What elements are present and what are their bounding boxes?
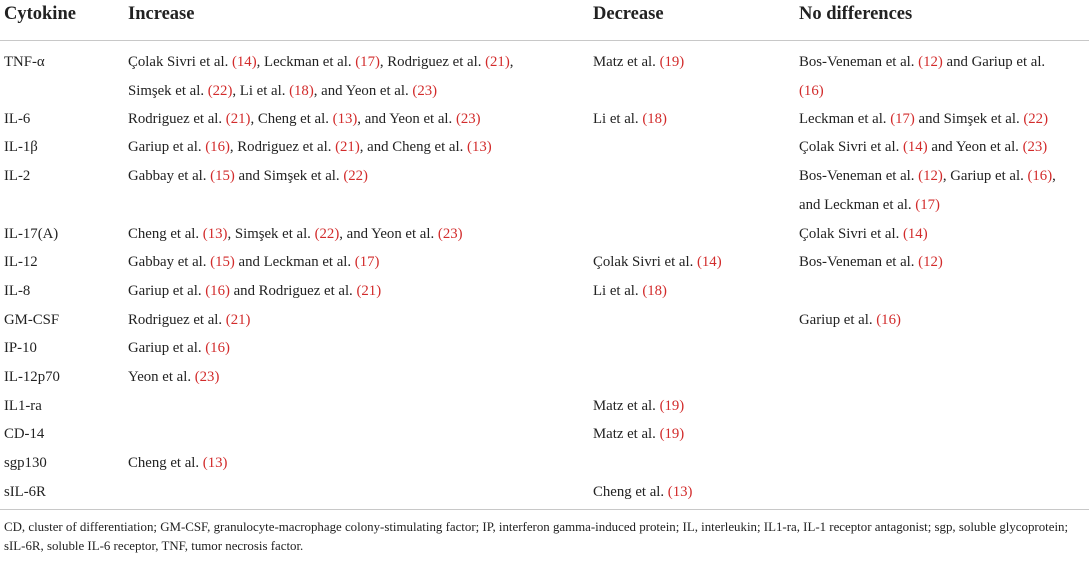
- reference-link[interactable]: (22): [343, 168, 368, 184]
- increase-cell: [128, 167, 368, 185]
- reference-link[interactable]: (17): [354, 254, 380, 270]
- citation-text: , and Yeon et al.: [357, 111, 456, 127]
- citation-text: Matz et al.: [593, 54, 660, 70]
- header-cytokine: Cytokine: [4, 4, 76, 24]
- citation-text: Li et al.: [593, 283, 643, 299]
- no-differences-cell: [799, 138, 1047, 156]
- no-differences-cell: [799, 82, 824, 100]
- citation-text: and Gariup et al.: [942, 54, 1046, 70]
- citation-text: Gariup et al.: [128, 139, 206, 155]
- citation-text: Matz et al.: [593, 398, 660, 414]
- citation-text: Rodriguez et al.: [128, 312, 226, 328]
- reference-link[interactable]: (22): [314, 226, 340, 242]
- reference-link[interactable]: (16): [205, 139, 230, 155]
- citation-text: and Simşek et al.: [234, 168, 344, 184]
- citation-text: Matz et al.: [593, 426, 660, 442]
- reference-link[interactable]: (18): [642, 283, 667, 299]
- citation-text: Rodriguez et al.: [128, 111, 226, 127]
- decrease-cell: [593, 282, 667, 300]
- increase-cell: [128, 282, 381, 300]
- citation-text: Leckman et al.: [799, 111, 891, 127]
- citation-text: Çolak Sivri et al.: [799, 226, 903, 242]
- increase-cell: [128, 82, 437, 100]
- reference-link[interactable]: (18): [289, 83, 314, 99]
- increase-cell: [128, 253, 379, 271]
- citation-text: , Leckman et al.: [256, 54, 356, 70]
- reference-link[interactable]: (14): [696, 254, 722, 270]
- reference-link[interactable]: (23): [437, 226, 463, 242]
- citation-text: Cheng et al.: [593, 484, 668, 500]
- citation-text: Gariup et al.: [799, 312, 877, 328]
- reference-link[interactable]: (15): [210, 168, 235, 184]
- no-differences-cell: [799, 110, 1048, 128]
- cytokine-cell: IL-12: [4, 254, 38, 270]
- citation-text: Cheng et al.: [128, 455, 203, 471]
- citation-text: and Simşek et al.: [914, 111, 1024, 127]
- no-differences-cell: [799, 311, 901, 329]
- no-differences-cell: [799, 167, 1056, 185]
- increase-cell: [128, 53, 513, 71]
- cytokine-cell: IL-17(A): [4, 226, 59, 242]
- no-differences-cell: [799, 53, 1045, 71]
- reference-link[interactable]: (17): [355, 54, 380, 70]
- cytokine-cell: TNF-α: [4, 54, 45, 70]
- citation-text: ,: [509, 54, 514, 70]
- reference-link[interactable]: (13): [202, 455, 228, 471]
- cytokine-cell: sIL-6R: [4, 484, 46, 500]
- cytokine-cell: IP-10: [4, 340, 37, 356]
- header-decrease: Decrease: [593, 4, 664, 24]
- reference-link[interactable]: (15): [210, 254, 235, 270]
- reference-link[interactable]: (12): [918, 254, 943, 270]
- citation-text: and Leckman et al.: [799, 197, 916, 213]
- reference-link[interactable]: (23): [455, 111, 481, 127]
- reference-link[interactable]: (14): [902, 139, 928, 155]
- citation-text: , Simşek et al.: [227, 226, 315, 242]
- citation-text: Çolak Sivri et al.: [128, 54, 232, 70]
- reference-link[interactable]: (13): [467, 139, 492, 155]
- citation-text: Bos-Veneman et al.: [799, 254, 919, 270]
- citation-text: Çolak Sivri et al.: [799, 139, 903, 155]
- header-increase: Increase: [128, 4, 195, 24]
- cytokine-cell: CD-14: [4, 426, 45, 442]
- citation-text: , Rodriguez et al.: [229, 139, 336, 155]
- citation-text: Gabbay et al.: [128, 254, 211, 270]
- table-bottom-rule: [0, 509, 1089, 510]
- citation-text: and Yeon et al.: [927, 139, 1023, 155]
- reference-link[interactable]: (12): [918, 54, 943, 70]
- reference-link[interactable]: (19): [659, 54, 685, 70]
- citation-text: Çolak Sivri et al.: [593, 254, 697, 270]
- citation-text: Bos-Veneman et al.: [799, 54, 919, 70]
- citation-text: Cheng et al.: [128, 226, 203, 242]
- reference-link[interactable]: (21): [335, 139, 360, 155]
- reference-link[interactable]: (13): [332, 111, 358, 127]
- reference-link[interactable]: (21): [225, 111, 251, 127]
- no-differences-cell: [799, 253, 943, 271]
- decrease-cell: [593, 425, 684, 443]
- decrease-cell: [593, 483, 692, 501]
- cytokine-cell: IL-8: [4, 283, 31, 299]
- cytokine-cell: IL-12p70: [4, 369, 60, 385]
- citation-text: , and Yeon et al.: [313, 83, 413, 99]
- reference-link[interactable]: (22): [1023, 111, 1049, 127]
- citation-text: ,: [1052, 168, 1056, 184]
- reference-link[interactable]: (23): [194, 369, 220, 385]
- reference-link[interactable]: (17): [915, 197, 940, 213]
- reference-link[interactable]: (23): [1022, 139, 1048, 155]
- reference-link[interactable]: (16): [205, 283, 230, 299]
- increase-cell: [128, 138, 492, 156]
- citation-text: , Gariup et al.: [942, 168, 1028, 184]
- increase-cell: [128, 339, 230, 357]
- no-differences-cell: [799, 196, 940, 214]
- citation-text: Bos-Veneman et al.: [799, 168, 919, 184]
- header-no-differences: No differences: [799, 4, 913, 24]
- increase-cell: [128, 454, 227, 472]
- citation-text: Li et al.: [593, 111, 643, 127]
- reference-link[interactable]: (19): [659, 398, 685, 414]
- reference-link[interactable]: (23): [412, 83, 438, 99]
- citation-text: , and Yeon et al.: [339, 226, 438, 242]
- increase-cell: [128, 311, 250, 329]
- citation-text: , and Cheng et al.: [359, 139, 468, 155]
- citation-text: , Li et al.: [232, 83, 290, 99]
- reference-link[interactable]: (18): [642, 111, 667, 127]
- reference-link[interactable]: (16): [1027, 168, 1053, 184]
- decrease-cell: [593, 253, 722, 271]
- decrease-cell: [593, 110, 667, 128]
- increase-cell: [128, 368, 219, 386]
- reference-link[interactable]: (14): [902, 226, 928, 242]
- cytokine-cell: IL1-ra: [4, 398, 42, 414]
- cytokine-cell: IL-1β: [4, 139, 38, 155]
- reference-link[interactable]: (13): [202, 226, 228, 242]
- cytokine-cell: sgp130: [4, 455, 47, 471]
- citation-text: and Rodriguez et al.: [229, 283, 357, 299]
- citation-text: Simşek et al.: [128, 83, 208, 99]
- reference-link[interactable]: (16): [205, 340, 230, 356]
- reference-link[interactable]: (16): [799, 83, 824, 99]
- cytokine-cell: GM-CSF: [4, 312, 60, 328]
- cytokine-cell: IL-6: [4, 111, 31, 127]
- citation-text: and Leckman et al.: [234, 254, 355, 270]
- reference-link[interactable]: (19): [659, 426, 685, 442]
- reference-link[interactable]: (14): [231, 54, 257, 70]
- table-footnote: CD, cluster of differentiation; GM-CSF, granulocyte-macrophage colony-stimulating factor; IP, interferon gamma-induced protein; IL, interleukin; IL1-ra, IL-1 receptor antagonist; sgp, soluble glycoprotein; sIL-6R, soluble IL-6 receptor, TNF, tumor necrosis factor.: [4, 520, 1069, 553]
- reference-link[interactable]: (12): [918, 168, 943, 184]
- reference-link[interactable]: (13): [667, 484, 693, 500]
- reference-link[interactable]: (16): [876, 312, 901, 328]
- citation-text: Gabbay et al.: [128, 168, 211, 184]
- reference-link[interactable]: (22): [207, 83, 233, 99]
- table-header: [0, 0, 1089, 41]
- citation-text: , Cheng et al.: [250, 111, 333, 127]
- reference-link[interactable]: (21): [356, 283, 382, 299]
- no-differences-cell: [799, 225, 928, 243]
- cytokine-cell: IL-2: [4, 168, 31, 184]
- reference-link[interactable]: (21): [485, 54, 510, 70]
- reference-link[interactable]: (17): [890, 111, 915, 127]
- citation-text: Yeon et al.: [128, 369, 195, 385]
- citation-text: , Rodriguez et al.: [379, 54, 486, 70]
- increase-cell: [128, 110, 481, 128]
- reference-link[interactable]: (21): [225, 312, 251, 328]
- decrease-cell: [593, 53, 684, 71]
- increase-cell: [128, 225, 463, 243]
- citation-text: Gariup et al.: [128, 340, 206, 356]
- citation-text: Gariup et al.: [128, 283, 206, 299]
- decrease-cell: [593, 397, 684, 415]
